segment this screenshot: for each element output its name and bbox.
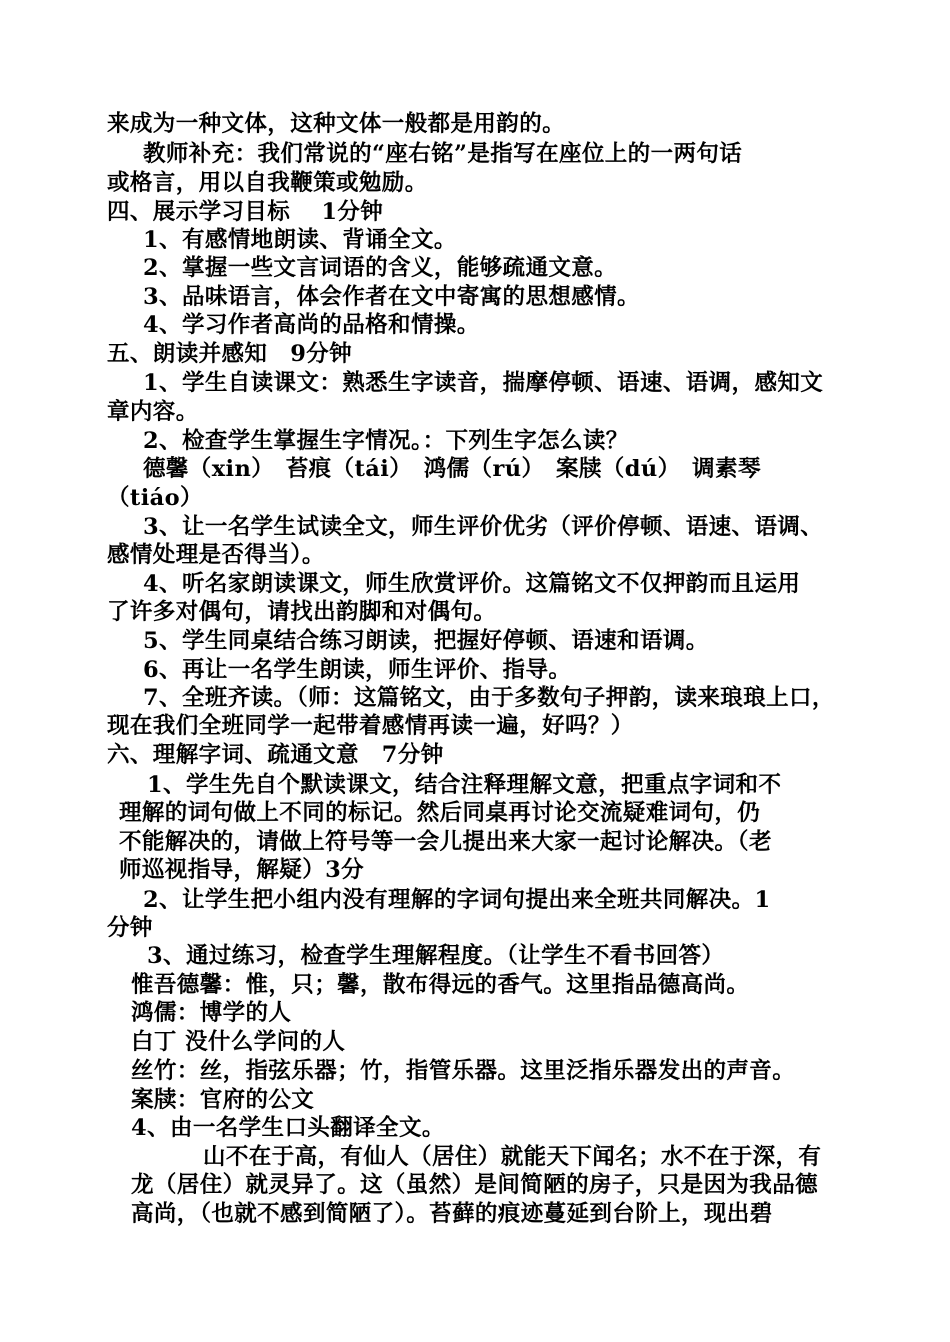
text-line: 3、品味语言，体会作者在文中寄寓的思想感情。 (143, 284, 640, 310)
text-line: 4、学习作者高尚的品格和情操。 (143, 312, 480, 338)
text-line: 1、有感情地朗读、背诵全文。 (143, 227, 457, 253)
text-line: 理解的词句做上不同的标记。然后同桌再讨论交流疑难词句，仍 (119, 800, 761, 826)
text-line: 高尚，（也就不感到简陋了）。苔藓的痕迹蔓延到台阶上，现出碧 (131, 1201, 773, 1227)
text-line: 2、让学生把小组内没有理解的字词句提出来全班共同解决。1 (143, 887, 771, 913)
text-line: 来成为一种文体，这种文体一般都是用韵的。 (107, 111, 566, 137)
section-heading: 四、展示学习目标 1分钟 (107, 199, 384, 225)
text-line: 6、再让一名学生朗读，师生评价、指导。 (143, 657, 572, 683)
text-line: 1、学生自读课文：熟悉生字读音，揣摩停顿、语速、语调，感知文 (143, 370, 824, 396)
text-line: 4、听名家朗读课文，师生欣赏评价。这篇铭文不仅押韵而且运用 (143, 571, 801, 597)
text-line: 1、学生先自个默读课文，结合注释理解文意，把重点字词和不 (147, 772, 782, 798)
text-line: 5、学生同桌结合练习朗读，把握好停顿、语速和语调。 (143, 628, 709, 654)
text-line: 7、全班齐读。（师：这篇铭文，由于多数句子押韵，读来琅琅上口， (143, 685, 835, 711)
text-line: 山不在于高，有仙人（居住）就能天下闻名；水不在于深，有 (203, 1144, 822, 1170)
text-line: 3、让一名学生试读全文，师生评价优劣（评价停顿、语速、语调、 (143, 514, 824, 540)
text-line: 分钟 (107, 915, 153, 941)
text-line: 章内容。 (107, 399, 199, 425)
text-line: （tiáo） (107, 485, 203, 511)
text-line: 了许多对偶句，请找出韵脚和对偶句。 (107, 599, 497, 625)
text-line: 4、由一名学生口头翻译全文。 (131, 1115, 445, 1141)
section-heading: 五、朗读并感知 9分钟 (107, 341, 353, 367)
text-line: 丝竹：丝，指弦乐器；竹，指管乐器。这里泛指乐器发出的声音。 (131, 1058, 796, 1084)
section-heading: 六、理解字词、疏通文意 7分钟 (107, 742, 444, 768)
text-line: 或格言，用以自我鞭策或勉励。 (107, 170, 428, 196)
text-line: 2、掌握一些文言词语的含义，能够疏通文意。 (143, 255, 618, 281)
text-line: 鸿儒：博学的人 (131, 1000, 292, 1026)
text-line: 不能解决的，请做上符号等一会儿提出来大家一起讨论解决。（老 (119, 829, 772, 855)
text-line: 龙（居住）就灵异了。这（虽然）是间简陋的房子，只是因为我品德 (131, 1172, 819, 1198)
text-line: 2、检查学生掌握生字情况。：下列生字怎么读？ (143, 428, 629, 454)
text-line: 案牍：官府的公文 (131, 1087, 315, 1113)
text-line: 惟吾德馨：惟，只；馨，散布得远的香气。这里指品德高尚。 (131, 972, 750, 998)
text-line: 教师补充：我们常说的“座右铭”是指写在座位上的一两句话 (143, 141, 743, 167)
text-line: 3、通过练习，检查学生理解程度。（让学生不看书回答） (147, 943, 725, 969)
text-line: 师巡视指导，解疑）3分 (119, 857, 365, 883)
text-line: 德馨（xin） 苔痕（tái） 鸿儒（rú） 案牍（dú） 调素琴 (143, 456, 761, 482)
text-line: 感情处理是否得当）。 (107, 542, 325, 568)
text-line: 白丁 没什么学问的人 (131, 1029, 346, 1055)
text-line: 现在我们全班同学一起带着感情再读一遍，好吗？） (107, 713, 634, 739)
